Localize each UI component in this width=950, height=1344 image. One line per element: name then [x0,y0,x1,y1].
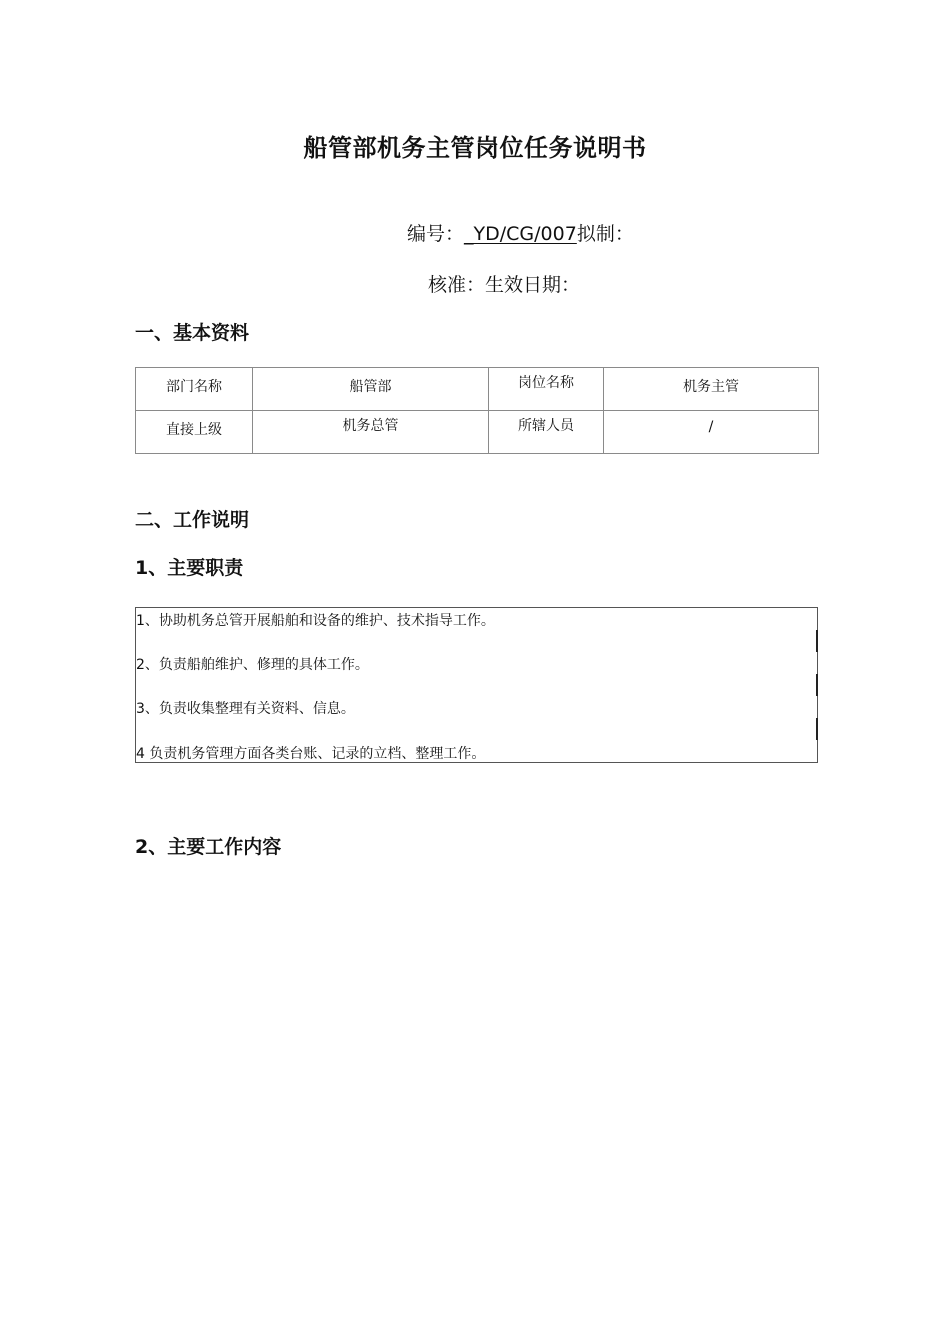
section-work-description-heading: 二、工作说明 [135,509,250,531]
table-row [136,368,819,411]
number-label: 编号： [407,223,465,245]
duty-item: 4 负责机务管理方面各类台账、记录的立档、整理工作。 [136,746,486,762]
table-cell: 机务主管 [604,368,819,411]
duty-item: 3、负责收集整理有关资料、信息。 [136,701,355,717]
duty-item: 1、协助机务总管开展船舶和设备的维护、技术指导工作。 [136,613,495,629]
border-mark [816,674,818,696]
table-cell: 岗位名称 [489,368,604,411]
border-mark [816,718,818,740]
table-cell: 船管部 [253,368,489,411]
number-value: _YD/CG/007 [464,223,577,245]
border-mark [816,630,818,652]
table-cell: 机务总管 [253,411,489,454]
duty-item: 2、负责船舶维护、修理的具体工作。 [136,657,369,673]
approved-label: 核准： [428,274,486,296]
table-cell: 部门名称 [136,368,253,411]
document-number-line [407,219,634,246]
effective-date-label: 生效日期： [485,274,581,296]
drafted-label: 拟制： [576,223,634,245]
basic-info-table [135,367,819,454]
table-cell: 直接上级 [136,411,253,454]
table-cell: 所辖人员 [489,411,604,454]
main-work-content-heading: 2、主要工作内容 [135,836,282,858]
main-duties-heading: 1、主要职责 [135,557,244,579]
main-duties-box [135,607,818,763]
approval-line [428,270,580,297]
document-title: 船管部机务主管岗位任务说明书 [303,134,647,162]
section-basic-info-heading: 一、基本资料 [135,322,250,344]
table-cell: / [604,411,819,454]
table-row [136,411,819,454]
